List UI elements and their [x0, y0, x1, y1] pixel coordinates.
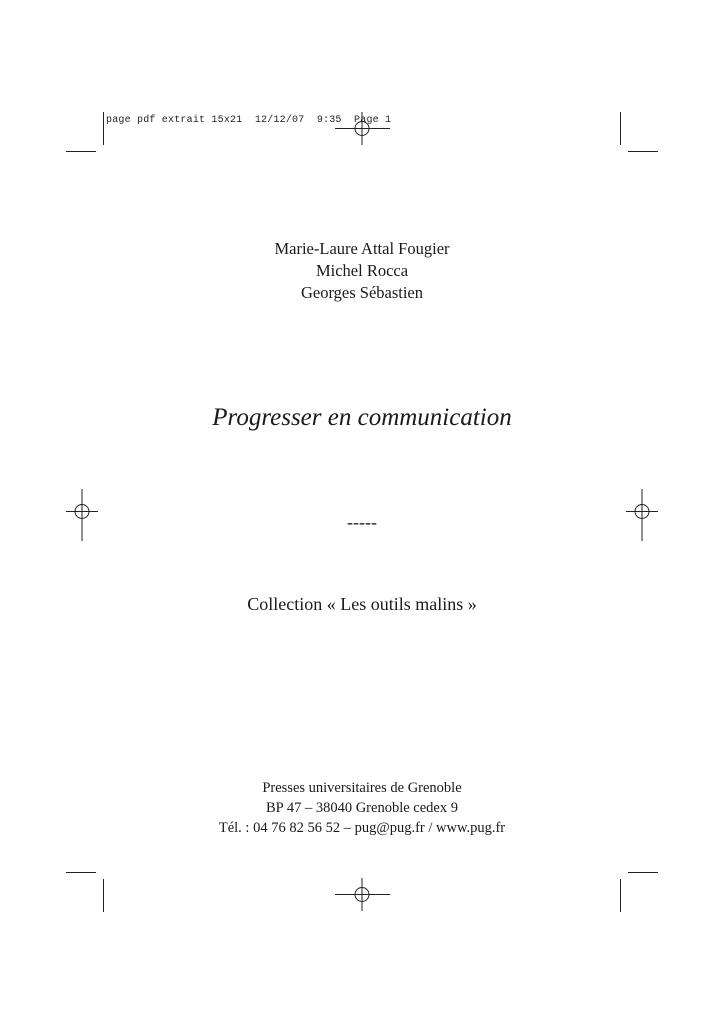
- author-name: Michel Rocca: [315, 261, 409, 280]
- author-list: [0, 238, 724, 304]
- collection-name: Collection « Les outils malins »: [247, 594, 477, 614]
- author-name: Marie-Laure Attal Fougier: [274, 239, 450, 258]
- registration-mark-bottom: [335, 878, 390, 911]
- publisher-address: BP 47 – 38040 Grenoble cedex 9: [266, 800, 458, 816]
- book-title: Progresser en communication: [212, 404, 512, 431]
- print-slug: page pdf extrait 15x21 12/12/07 9:35 Page 1: [106, 115, 392, 126]
- author-name: Georges Sébastien: [300, 283, 424, 302]
- publisher-contact: Tél. : 04 76 82 56 52 – pug@pug.fr / www.pug.fr: [218, 820, 506, 836]
- publisher-block: [0, 778, 724, 838]
- separator: -----: [347, 512, 377, 532]
- publisher-name: Presses universitaires de Grenoble: [262, 780, 462, 796]
